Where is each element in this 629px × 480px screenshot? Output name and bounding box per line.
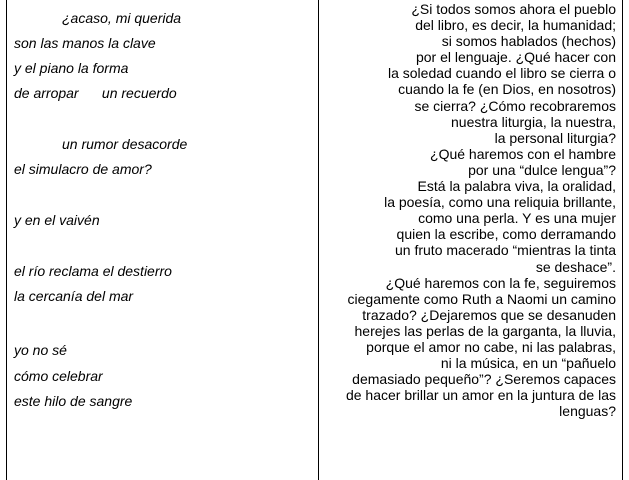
poem-line: de arropar un recuerdo bbox=[14, 85, 177, 101]
prose-column bbox=[326, 1, 616, 419]
prose-line: ciegamente como Ruth a Naomi un camino bbox=[347, 290, 616, 307]
prose-line: por el lenguaje. ¿Qué hacer con bbox=[415, 49, 616, 66]
prose-line: Está la palabra viva, la oralidad, bbox=[417, 178, 616, 195]
left-border bbox=[6, 0, 7, 480]
right-border bbox=[622, 0, 623, 480]
prose-line: se deshace”. bbox=[535, 258, 616, 275]
prose-line: si somos hablados (hechos) bbox=[441, 33, 616, 50]
poem-line: el simulacro de amor? bbox=[14, 161, 152, 177]
prose-line: un fruto macerado “mientras la tinta bbox=[395, 242, 616, 259]
poem-line: un rumor desacorde bbox=[62, 136, 188, 152]
prose-line: ¿Si todos somos ahora el pueblo bbox=[411, 1, 616, 17]
prose-line: por una “dulce lengua”? bbox=[468, 161, 616, 178]
prose-line: se cierra? ¿Cómo recobraremos bbox=[414, 97, 616, 114]
prose-line: ¿Qué haremos con el hambre bbox=[430, 145, 616, 162]
prose-line: trazado? ¿Dejaremos que se desanuden bbox=[362, 306, 616, 323]
poem-line: la cercanía del mar bbox=[14, 288, 134, 304]
column-divider bbox=[318, 0, 319, 480]
prose-line: herejes las perlas de la garganta, la lluvia, bbox=[354, 322, 616, 339]
poem-line: y en el vaivén bbox=[14, 212, 100, 228]
prose-line: demasiado pequeño”? ¿Seremos capaces bbox=[352, 371, 616, 388]
prose-line: de hacer brillar un amor en la juntura de las bbox=[345, 387, 616, 404]
prose-line: la soledad cuando el libro se cierra o bbox=[387, 65, 616, 82]
poem-line: son las manos la clave bbox=[14, 35, 156, 51]
prose-line: cuando la fe (en Dios, en nosotros) bbox=[398, 81, 616, 98]
poem-line: yo no sé bbox=[14, 342, 67, 358]
poem-line: cómo celebrar bbox=[14, 368, 103, 384]
prose-line: quien la escribe, como derramando bbox=[396, 226, 616, 243]
prose-line: ¿Qué haremos con la fe, seguiremos bbox=[385, 274, 616, 291]
prose-line: lenguas? bbox=[559, 403, 616, 420]
prose-line: porque el amor no cabe, ni las palabras, bbox=[366, 338, 616, 355]
prose-line: del libro, es decir, la humanidad; bbox=[415, 17, 616, 34]
prose-line: como una perla. Y es una mujer bbox=[418, 210, 616, 227]
prose-line: la personal liturgia? bbox=[494, 129, 616, 146]
prose-line: la poesía, como una reliquia brillante, bbox=[384, 194, 616, 211]
poem-line: este hilo de sangre bbox=[14, 393, 133, 409]
poem-line: el río reclama el destierro bbox=[14, 263, 172, 279]
poem-line: y el piano la forma bbox=[14, 60, 129, 76]
poem-line: ¿acaso, mi querida bbox=[62, 10, 182, 26]
prose-line: nuestra liturgia, la nuestra, bbox=[451, 113, 616, 130]
prose-line: ni la música, en un “pañuelo bbox=[440, 355, 616, 372]
